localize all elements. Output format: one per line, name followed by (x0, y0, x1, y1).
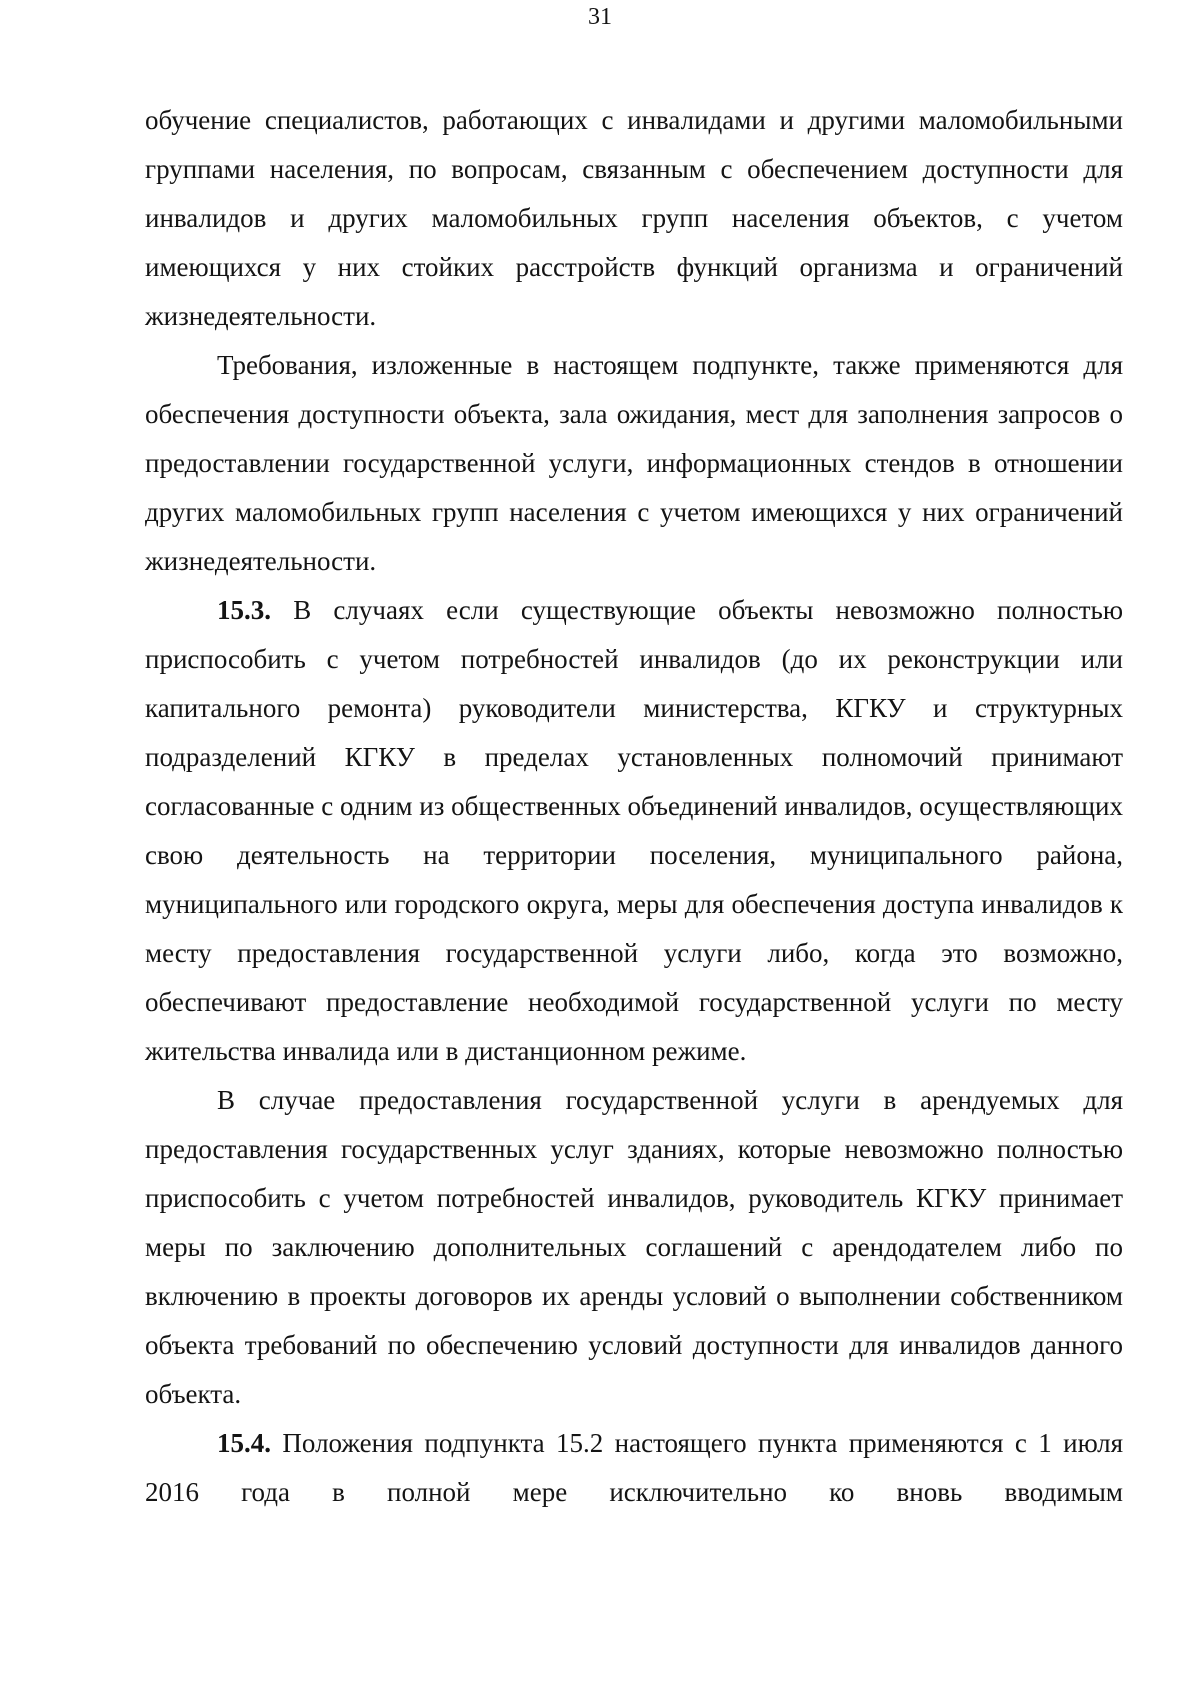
paragraph-15-4 (145, 1419, 1123, 1517)
paragraph-number: 15.4. (217, 1428, 271, 1458)
page-number: 31 (588, 4, 612, 30)
paragraph-continuation: обучение специалистов, работающих с инвалидами и другими маломобильными группами населения, по вопросам, связанным с обеспечением доступности для инвалидов и других маломобильных групп населения объектов, с учетом имеющихся у них стойких расстройств функций организма и ограничений жизнедеятельности. (145, 105, 1123, 331)
document-body (145, 96, 1123, 1517)
paragraph-requirements: Требования, изложенные в настоящем подпункте, также применяются для обеспечения доступности объекта, зала ожидания, мест для заполнения запросов о предоставлении государственной услуги, информационных стендов в отношении других маломобильных групп населения с учетом имеющихся у них ограничений жизнедеятельности. (145, 350, 1123, 576)
paragraph-number: 15.3. (217, 595, 271, 625)
paragraph-15-3 (145, 586, 1123, 1076)
paragraph-lease: В случае предоставления государственной услуги в арендуемых для предоставления государственных услуг зданиях, которые невозможно полностью приспособить с учетом потребностей инвалидов, руководитель КГКУ принимает меры по заключению дополнительных соглашений с арендодателем либо по включению в проекты договоров их аренды условий о выполнении собственником объекта требований по обеспечению условий доступности для инвалидов данного объекта. (145, 1085, 1123, 1409)
paragraph-text: В случаях если существующие объекты невозможно полностью приспособить с учетом потребностей инвалидов (до их реконструкции или капитального ремонта) руководители министерства, КГКУ и структурных подразделений КГКУ в пределах установленных полномочий принимают согласованные с одним из общественных объединений инвалидов, осуществляющих свою деятельность на территории поселения, муниципального района, муниципального или городского округа, меры для обеспечения доступа инвалидов к месту предоставления государственной услуги либо, когда это возможно, обеспечивают предоставление необходимой государственной услуги по месту жительства инвалида или в дистанционном режиме. (145, 595, 1124, 1066)
paragraph-text: Положения подпункта 15.2 настоящего пункта применяются с 1 июля 2016 года в полной мере исключительно ко вновь вводимым (145, 1428, 1123, 1507)
